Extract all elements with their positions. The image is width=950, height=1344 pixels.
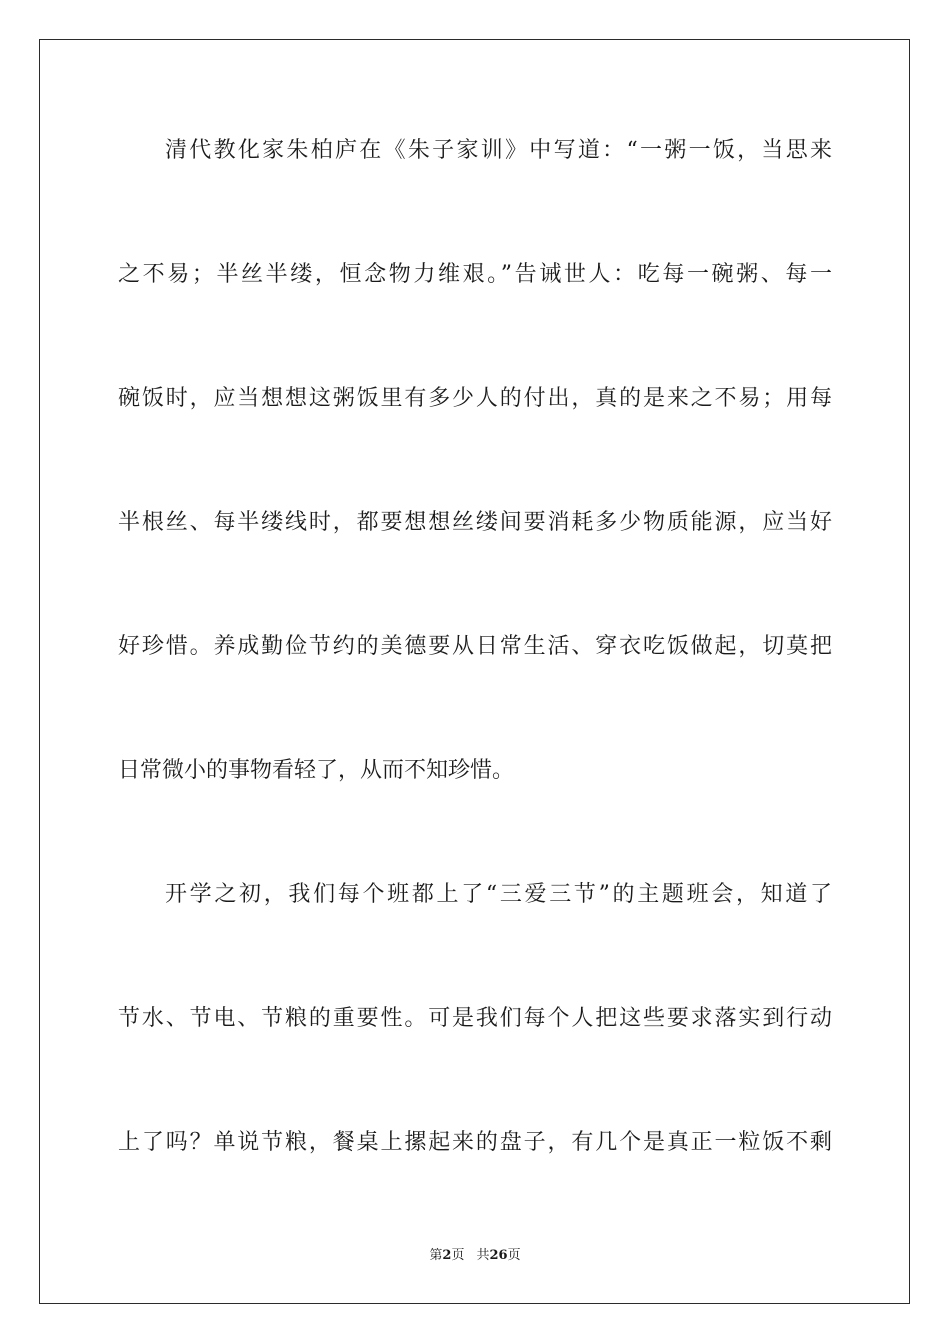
paragraph-2-line-1: 开学之初，我们每个班都上了“三爱三节”的主题班会，知道了 [165, 882, 832, 907]
paragraph-1-line-5: 好珍惜。养成勤俭节约的美德要从日常生活、穿衣吃饭做起，切莫把 [118, 634, 832, 659]
page-border [39, 39, 910, 1304]
paragraph-1-line-3: 碗饭时，应当想想这粥饭里有多少人的付出，真的是来之不易；用每 [118, 386, 832, 411]
total-pages: 26 [489, 1248, 508, 1263]
page-footer [0, 1247, 950, 1265]
page-number-suffix: 页 [451, 1248, 465, 1263]
paragraph-1-line-2: 之不易；半丝半缕，恒念物力维艰。”告诫世人：吃每一碗粥、每一 [118, 262, 832, 287]
paragraph-1-line-4: 半根丝、每半缕线时，都要想想丝缕间要消耗多少物质能源，应当好 [118, 510, 832, 535]
paragraph-2-line-2: 节水、节电、节粮的重要性。可是我们每个人把这些要求落实到行动 [118, 1006, 832, 1031]
paragraph-1-line-1: 清代教化家朱柏庐在《朱子家训》中写道：“一粥一饭，当思来 [165, 138, 832, 163]
paragraph-2-line-3: 上了吗？单说节粮，餐桌上摞起来的盘子，有几个是真正一粒饭不剩 [118, 1130, 832, 1155]
page-number-prefix: 第 [429, 1248, 443, 1263]
total-pages-prefix: 共 [476, 1248, 490, 1263]
paragraph-1-line-6: 日常微小的事物看轻了，从而不知珍惜。 [118, 758, 515, 783]
total-pages-suffix: 页 [507, 1248, 521, 1263]
page-number: 2 [442, 1248, 452, 1263]
